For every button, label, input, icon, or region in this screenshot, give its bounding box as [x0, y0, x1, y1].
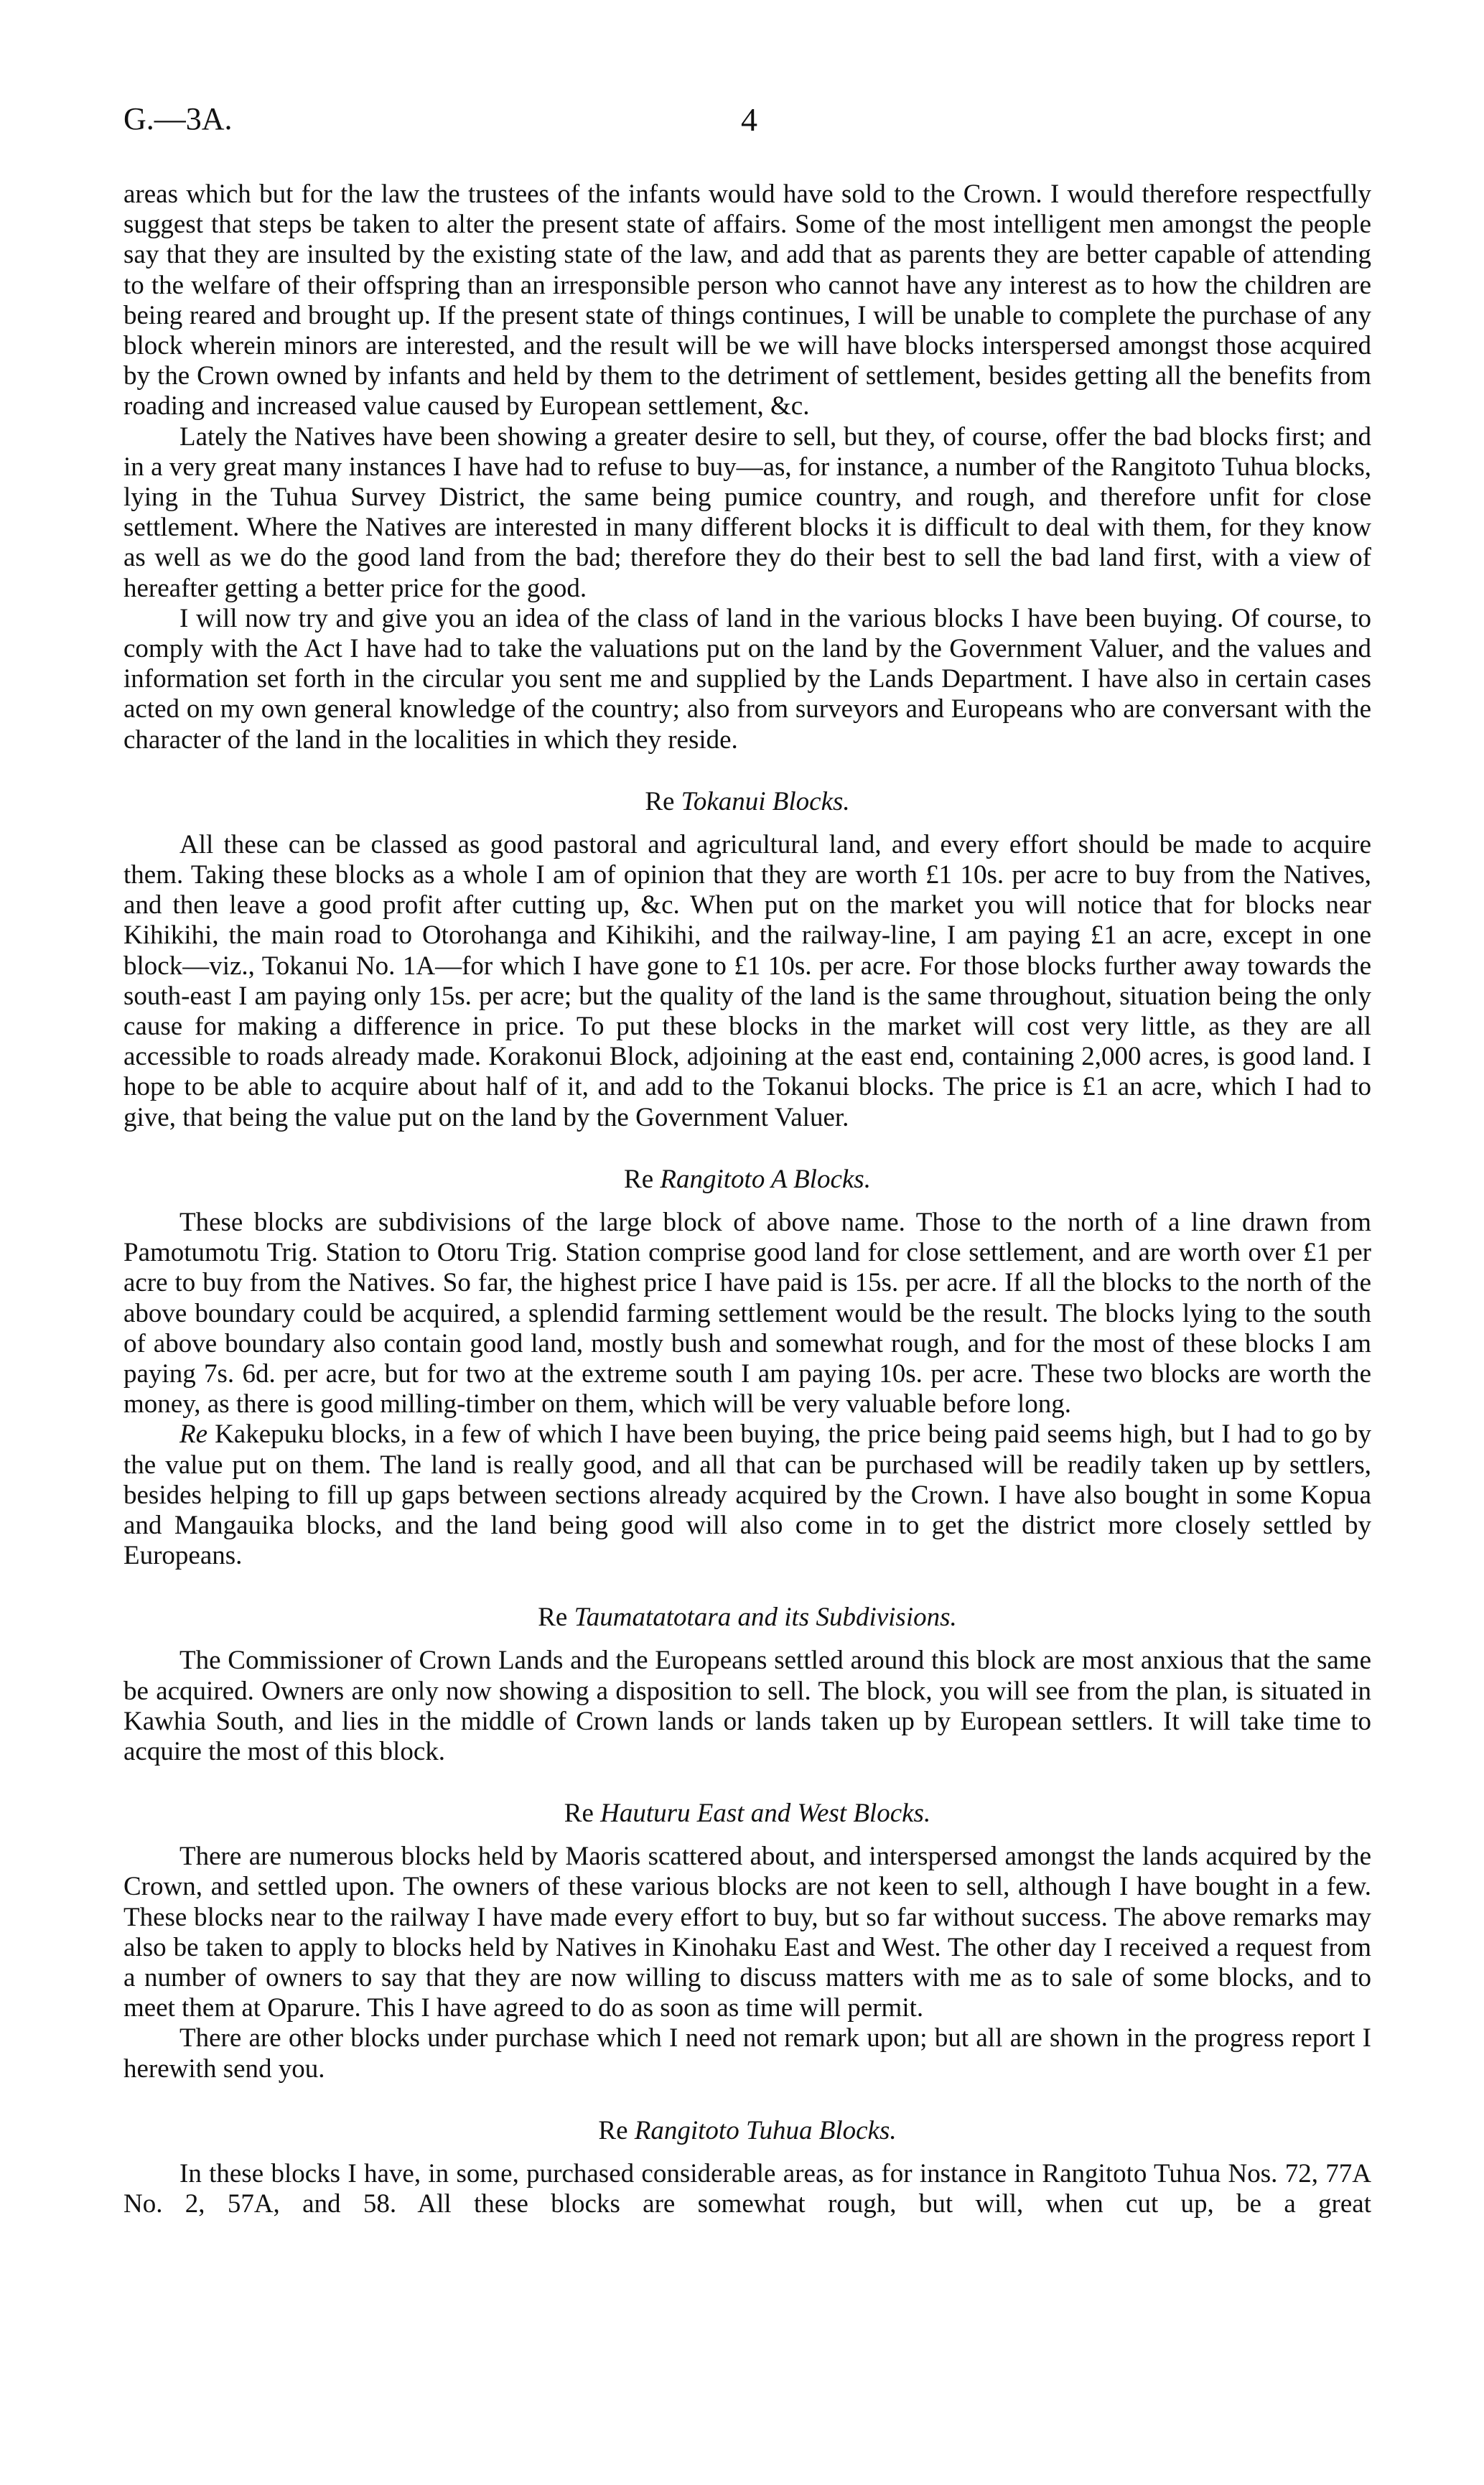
- heading-prefix: Re: [645, 786, 675, 816]
- heading-title: Taumatatotara and its Subdivisions.: [574, 1603, 957, 1633]
- section-heading-hauturu: [123, 1799, 1371, 1829]
- paragraph: The Commissioner of Crown Lands and the Europeans settled around this block are most anxious that the same be acquired. Owners are only now showing a disposition to sell. The block, you will see from the plan, is situated in Kawhia South, and lies in the middle of Crown lands or lands taken up by European settlers. It will take time to acquire the most of this block.: [123, 1646, 1371, 1766]
- document-body: [123, 180, 1371, 2219]
- heading-title: Tokanui Blocks.: [681, 786, 850, 816]
- heading-prefix: Re: [538, 1603, 568, 1633]
- paragraph: There are numerous blocks held by Maoris scattered about, and interspersed amongst the lands acquired by the Crown, and settled upon. The owners of these various blocks are not keen to sell, although I have bought in a few. These blocks near to the railway I have made every effort to buy, but so far without success. The above remarks may also be taken to apply to blocks held by Natives in Kinohaku East and West. The other day I received a request from a number of owners to say that they are now willing to discuss matters with me as to sale of some blocks, and to meet them at Oparure. This I have agreed to do as soon as time will permit.: [123, 1842, 1371, 2023]
- paragraph: I will now try and give you an idea of the class of land in the various blocks I have been buying. Of course, to comply with the Act I have had to take the valuations put on the land by the Government Valuer, and the values and information set forth in the circular you sent me and supplied by the Lands Department. I have also in certain cases acted on my own general knowledge of the country; also from surveyors and Europeans who are conversant with the character of the land in the localities in which they reside.: [123, 603, 1371, 755]
- document-reference: G.—3A.: [123, 101, 233, 136]
- heading-title: Rangitoto A Blocks.: [660, 1164, 871, 1194]
- paragraph: There are other blocks under purchase which I need not remark upon; but all are shown in the progress report I herewith send you.: [123, 2023, 1371, 2084]
- section-heading-rangitoto-tuhua: [123, 2116, 1371, 2146]
- paragraph: areas which but for the law the trustees of the infants would have sold to the Crown. I would therefore respectfully suggest that steps be taken to alter the present state of affairs. Some of the most intelligent men amongst the people say that they are insulted by the existing state of the law, and add that as parents they are better capable of attending to the welfare of their offspring than an irresponsible person who cannot have any interest as to how the children are being reared and brought up. If the present state of things continues, I will be unable to complete the purchase of any block wherein minors are interested, and the result will be we will have blocks interspersed amongst those acquired by the Crown owned by infants and held by them to the detriment of settlement, besides getting all the benefits from roading and increased value caused by European settlement, &c.: [123, 180, 1371, 421]
- page-number: 4: [741, 101, 757, 138]
- italic-lead: Re: [179, 1419, 208, 1450]
- page-header: [123, 101, 1371, 144]
- section-heading-tokanui: [123, 787, 1371, 817]
- heading-title: Rangitoto Tuhua Blocks.: [634, 2115, 897, 2145]
- heading-prefix: Re: [624, 1164, 654, 1194]
- paragraph: Lately the Natives have been showing a greater desire to sell, but they, of course, offer the bad blocks first; and in a very great many instances I have had to refuse to buy—as, for instance, a number of the Rangitoto Tuhua blocks, lying in the Tuhua Survey District, the same being pumice country, and rough, and therefore unfit for close settlement. Where the Natives are interested in many different blocks it is difficult to deal with them, for they know as well as we do the good land from the bad; therefore they do their best to sell the bad land first, with a view of hereafter getting a better price for the good.: [123, 421, 1371, 603]
- paragraph: These blocks are subdivisions of the large block of above name. Those to the north of a line drawn from Pamotumotu Trig. Station to Otoru Trig. Station comprise good land for close settlement, and are worth over £1 per acre to buy from the Natives. So far, the highest price I have paid is 15s. per acre. If all the blocks to the north of the above boundary could be acquired, a splendid farming settlement would be the result. The blocks lying to the south of above boundary also contain good land, mostly bush and somewhat rough, and for the most of these blocks I am paying 7s. 6d. per acre, but for two at the extreme south I am paying 10s. per acre. These two blocks are worth the money, as there is good milling-timber on them, which will be very valuable before long.: [123, 1207, 1371, 1419]
- heading-title: Hauturu East and West Blocks.: [600, 1799, 931, 1829]
- paragraph: All these can be classed as good pastoral and agricultural land, and every effort should be made to acquire them. Taking these blocks as a whole I am of opinion that they are worth £1 10s. per acre to buy from the Natives, and then leave a good profit after cutting up, &c. When put on the market you will notice that for blocks near Kihikihi, the main road to Otorohanga and Kihikihi, and the railway-line, I am paying £1 an acre, except in one block—viz., Tokanui No. 1A—for which I have gone to £1 10s. per acre. For those blocks further away towards the south-east I am paying only 15s. per acre; but the quality of the land is the same throughout, situation being the only cause for making a difference in price. To put these blocks in the market will cost very little, as they are all accessible to roads already made. Korakonui Block, adjoining at the east end, containing 2,000 acres, is good land. I hope to be able to acquire about half of it, and add to the Tokanui blocks. The price is £1 an acre, which I had to give, that being the value put on the land by the Government Valuer.: [123, 829, 1371, 1132]
- paragraph-text: Kakepuku blocks, in a few of which I have been buying, the price being paid seems high, but I had to go by the value put on them. The land is really good, and all that can be purchased will be readily taken up by settlers, besides helping to fill up gaps between sections already acquired by the Crown. I have also bought in some Kopua and Mangauika blocks, and the land being good will also come in to get the district more closely settled by Europeans.: [123, 1419, 1371, 1571]
- paragraph: [123, 1419, 1371, 1571]
- heading-prefix: Re: [598, 2115, 628, 2145]
- section-heading-taumatatotara: [123, 1603, 1371, 1633]
- section-heading-rangitoto-a: [123, 1165, 1371, 1195]
- heading-prefix: Re: [564, 1799, 594, 1829]
- paragraph: In these blocks I have, in some, purchased considerable areas, as for instance in Rangitoto Tuhua Nos. 72, 77A No. 2, 57A, and 58. All these blocks are somewhat rough, but will, when cut up, be a great: [123, 2158, 1371, 2219]
